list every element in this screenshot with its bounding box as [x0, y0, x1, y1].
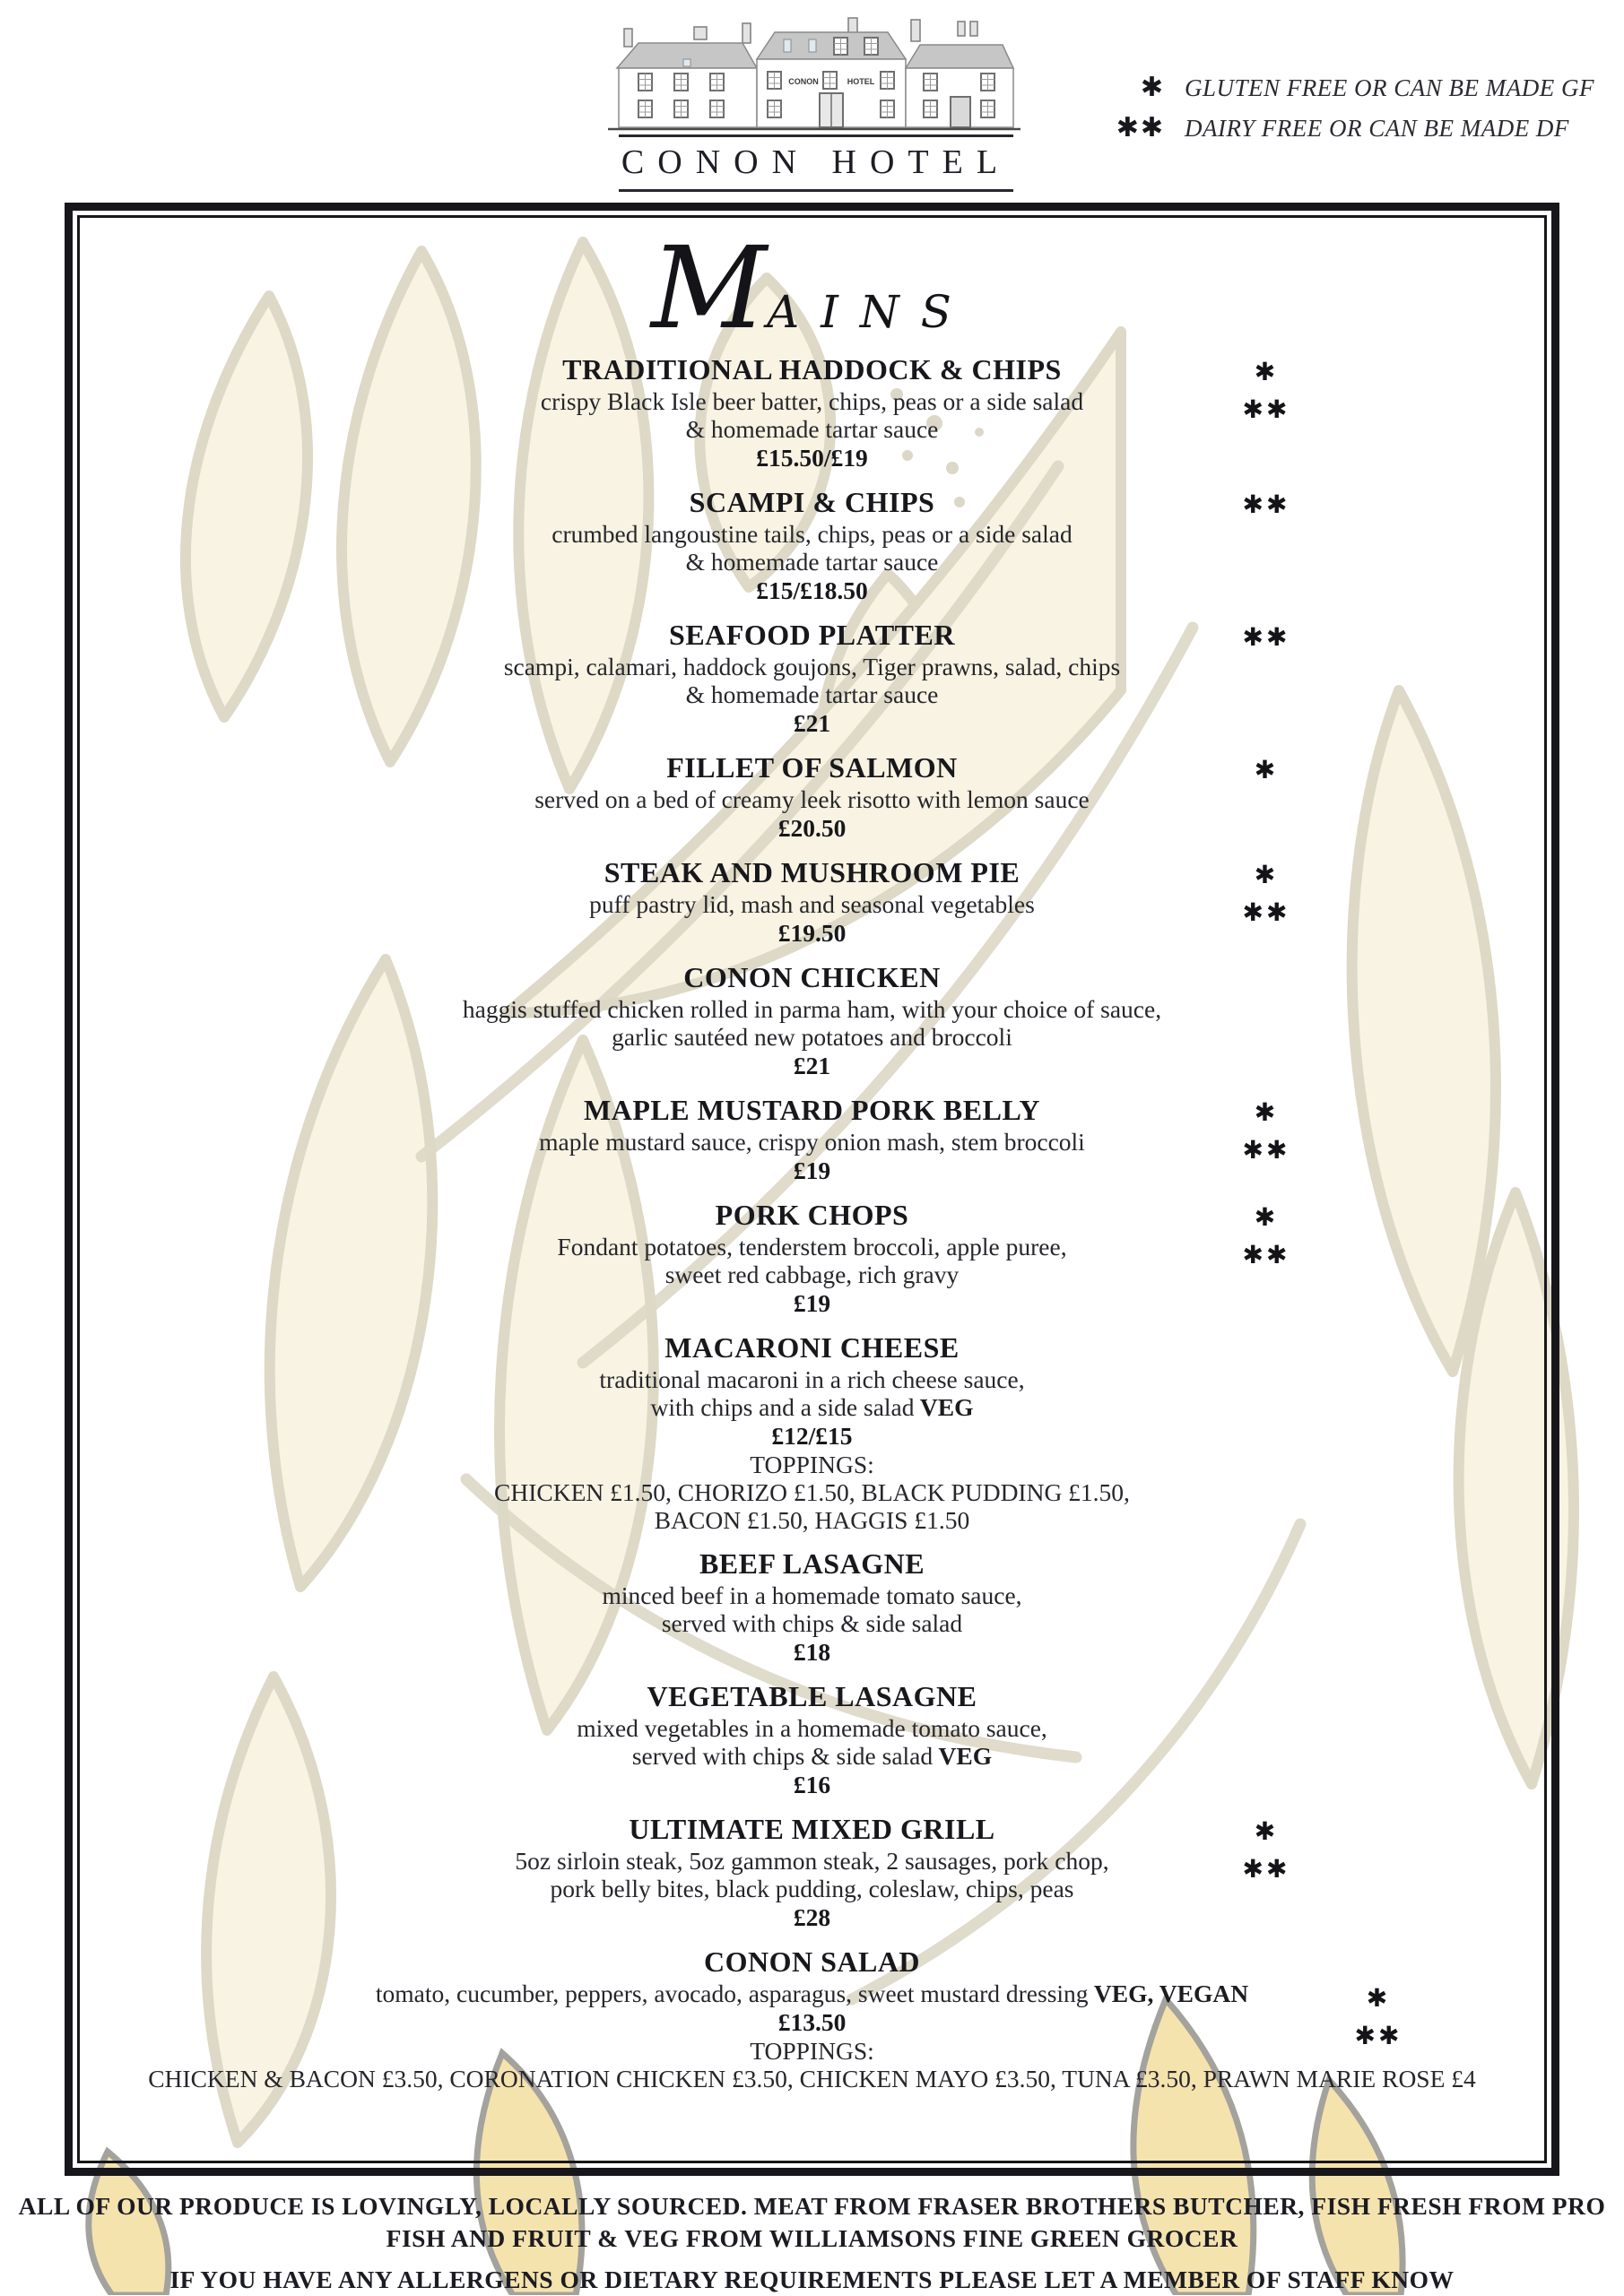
item-name: CONON SALAD — [703, 1945, 921, 1979]
menu-item — [143, 1944, 1481, 2092]
item-extra-line: TOPPINGS: — [750, 1451, 874, 1479]
dietary-legend — [1097, 72, 1606, 152]
single-asterisk-icon: ✱ — [1254, 860, 1279, 890]
menu-item — [143, 1811, 1481, 1932]
double-asterisk-icon: ✱✱ — [1242, 1135, 1290, 1165]
building-sign-right: HOTEL — [847, 77, 875, 86]
item-description: & homemade tartar sauce — [685, 415, 939, 444]
item-description: mixed vegetables in a homemade tomato sauce, — [577, 1714, 1047, 1743]
dietary-marks — [1199, 1199, 1333, 1274]
item-name: TRADITIONAL HADDOCK & CHIPS — [562, 353, 1062, 386]
item-price: £28 — [793, 1903, 831, 1932]
sourcing-note-line1: ALL OF OUR PRODUCE IS LOVINGLY, LOCALLY SOURCED. MEAT FROM FRASER BROTHERS BUTCHER, FISH FRESH FROM PRO — [18, 2192, 1606, 2220]
item-description: scampi, calamari, haddock goujons, Tiger prawns, salad, chips — [503, 653, 1121, 681]
item-price: £21 — [793, 1052, 831, 1080]
item-name: PORK CHOPS — [715, 1199, 909, 1232]
item-description: with chips and a side salad VEG — [650, 1393, 974, 1422]
single-asterisk-icon: ✱ — [1254, 1097, 1279, 1128]
section-title-initial: M — [651, 222, 768, 354]
item-description: crumbed langoustine tails, chips, peas or a side salad — [551, 520, 1073, 549]
building-sign-left: CONON — [788, 77, 819, 86]
single-asterisk-icon: ✱ — [1254, 1816, 1279, 1847]
single-asterisk-icon: ✱ — [1254, 1202, 1279, 1233]
item-description: crispy Black Isle beer batter, chips, peas or a side salad — [540, 387, 1084, 416]
single-asterisk-icon: ✱ — [1366, 1983, 1391, 2014]
item-extra-line: BACON £1.50, HAGGIS £1.50 — [654, 1506, 970, 1535]
double-asterisk-icon: ✱✱ — [1242, 622, 1290, 653]
legend-dairy-free — [1097, 112, 1606, 143]
double-asterisk-icon: ✱✱ — [1242, 394, 1290, 425]
menu-item — [143, 1330, 1481, 1534]
menu-panel-inner-border — [77, 215, 1547, 2163]
menu-items — [80, 351, 1544, 2092]
item-description: sweet red cabbage, rich gravy — [664, 1261, 960, 1289]
legend-gluten-free — [1097, 72, 1606, 103]
item-description: & homemade tartar sauce — [685, 680, 939, 709]
double-asterisk-icon: ✱✱ — [1242, 490, 1290, 520]
item-description: pork belly bites, black pudding, coleslaw, chips, peas — [550, 1875, 1074, 1903]
section-title — [80, 222, 1544, 354]
item-price: £15.50/£19 — [756, 444, 868, 472]
dietary-marks — [1199, 353, 1333, 429]
sourcing-note-line2: FISH AND FRUIT & VEG FROM WILLIAMSONS FINE GREEN GROCER — [386, 2224, 1238, 2252]
item-description: maple mustard sauce, crispy onion mash, stem broccoli — [539, 1128, 1085, 1157]
item-name: MACARONI CHEESE — [664, 1331, 960, 1365]
dietary-marks — [1199, 619, 1333, 656]
item-price: £12/£15 — [771, 1422, 853, 1451]
veg-label: VEG — [933, 1742, 993, 1771]
item-description: puff pastry lid, mash and seasonal vegetables — [589, 890, 1035, 919]
menu-panel — [65, 203, 1559, 2176]
item-extra-line: CHICKEN & BACON £3.50, CORONATION CHICKEN £3.50, CHICKEN MAYO £3.50, TUNA £3.50, PRAWN MARIE ROSE £4 — [148, 2065, 1476, 2093]
item-description: served with chips & side salad — [661, 1609, 963, 1638]
item-name: MAPLE MUSTARD PORK BELLY — [584, 1094, 1040, 1127]
item-name: BEEF LASAGNE — [699, 1547, 925, 1581]
header — [0, 0, 1624, 203]
legend-dairy-free-label: DAIRY FREE OR CAN BE MADE DF — [1185, 115, 1569, 142]
item-description: served on a bed of creamy leek risotto with lemon sauce — [534, 785, 1090, 814]
single-asterisk-icon: ✱ — [1254, 755, 1279, 785]
item-description: minced beef in a homemade tomato sauce, — [602, 1581, 1022, 1610]
menu-item — [143, 1092, 1481, 1185]
menu-item — [143, 1678, 1481, 1799]
dietary-marks — [1311, 1980, 1446, 2055]
menu-item — [143, 854, 1481, 948]
item-price: £13.50 — [777, 2008, 847, 2037]
section-title-rest: AINS — [767, 286, 973, 338]
veg-label: VEG — [914, 1393, 974, 1422]
menu-item — [143, 1546, 1481, 1667]
item-price: £16 — [793, 1771, 831, 1799]
item-extra-line: TOPPINGS: — [750, 2037, 874, 2066]
allergen-note: IF YOU HAVE ANY ALLERGENS OR DIETARY REQUIREMENTS PLEASE LET A MEMBER OF STAFF KNOW — [169, 2266, 1455, 2293]
dietary-marks — [1199, 1813, 1333, 1888]
item-name: SCAMPI & CHIPS — [689, 486, 935, 519]
item-price: £15/£18.50 — [756, 576, 868, 605]
item-name: VEGETABLE LASAGNE — [647, 1680, 977, 1713]
footer — [0, 2190, 1624, 2296]
item-name: ULTIMATE MIXED GRILL — [629, 1813, 995, 1846]
veg-label: VEG, VEGAN — [1088, 1980, 1249, 2008]
double-asterisk-icon: ✱✱ — [1116, 112, 1165, 143]
item-description: served with chips & side salad VEG — [631, 1742, 993, 1771]
single-asterisk-icon: ✱ — [1140, 72, 1165, 103]
menu-item — [143, 1197, 1481, 1318]
item-price: £18 — [793, 1638, 831, 1667]
double-asterisk-icon: ✱✱ — [1242, 897, 1290, 928]
item-description: tomato, cucumber, peppers, avocado, asparagus, sweet mustard dressing VEG, VEGAN — [375, 1980, 1249, 2008]
item-description: Fondant potatoes, tenderstem broccoli, apple puree, — [557, 1233, 1067, 1261]
menu-item — [143, 959, 1481, 1080]
hotel-building-illustration — [608, 4, 1020, 138]
item-price: £19 — [793, 1289, 831, 1318]
item-price: £20.50 — [777, 814, 847, 843]
dietary-marks — [1199, 1094, 1333, 1169]
item-name: STEAK AND MUSHROOM PIE — [604, 856, 1020, 889]
menu-content — [80, 218, 1544, 2092]
double-asterisk-icon: ✱✱ — [1242, 1240, 1290, 1270]
item-description: & homemade tartar sauce — [685, 548, 939, 576]
dietary-marks — [1199, 856, 1333, 931]
double-asterisk-icon: ✱✱ — [1354, 2021, 1403, 2051]
dietary-marks — [1199, 486, 1333, 524]
item-description: garlic sautéed new potatoes and broccoli — [612, 1023, 1012, 1052]
menu-item — [143, 484, 1481, 605]
menu-item — [143, 749, 1481, 843]
item-name: FILLET OF SALMON — [666, 751, 958, 784]
double-asterisk-icon: ✱✱ — [1242, 1854, 1290, 1884]
legend-gluten-free-label: GLUTEN FREE OR CAN BE MADE GF — [1185, 74, 1594, 101]
item-description: traditional macaroni in a rich cheese sauce, — [599, 1365, 1025, 1394]
item-extra-line: CHICKEN £1.50, CHORIZO £1.50, BLACK PUDDING £1.50, — [494, 1478, 1130, 1507]
item-price: £21 — [793, 709, 831, 738]
menu-item — [143, 351, 1481, 472]
item-price: £19 — [793, 1157, 831, 1185]
item-description: haggis stuffed chicken rolled in parma ham, with your choice of sauce, — [462, 995, 1162, 1024]
dietary-marks — [1199, 751, 1333, 789]
menu-item — [143, 617, 1481, 738]
item-price: £19.50 — [777, 919, 847, 948]
item-description: 5oz sirloin steak, 5oz gammon steak, 2 sausages, pork chop, — [515, 1847, 1109, 1876]
item-name: SEAFOOD PLATTER — [669, 619, 955, 652]
single-asterisk-icon: ✱ — [1254, 357, 1279, 387]
item-name: CONON CHICKEN — [683, 961, 941, 994]
hotel-name: CONON HOTEL — [619, 134, 1013, 192]
